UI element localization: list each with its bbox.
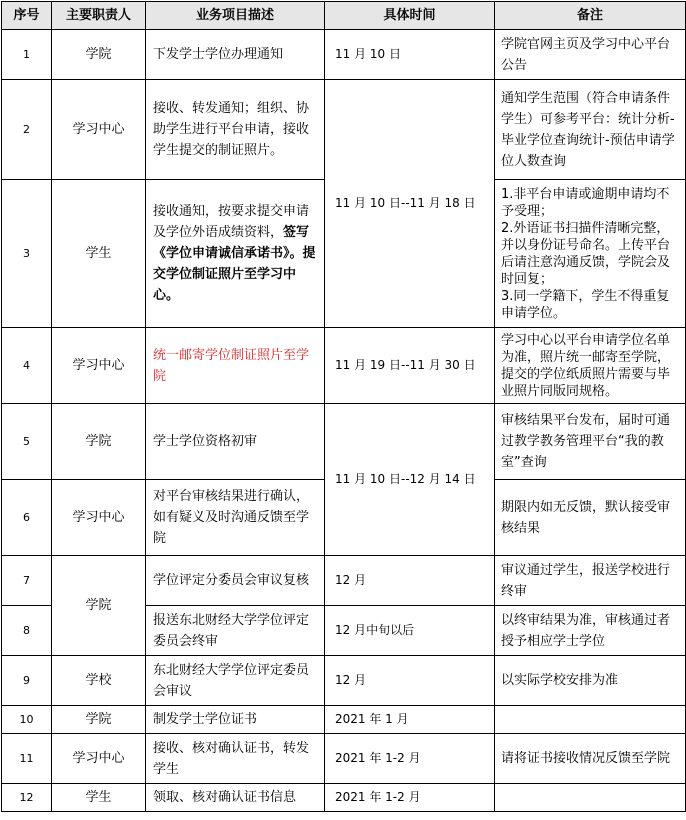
- row-owner: 学习中心: [52, 80, 146, 180]
- row-seq: 10: [2, 706, 52, 734]
- note-line: 3.同一学籍下，学生不得重复申请学位。: [501, 288, 670, 321]
- row-owner: 学生: [52, 784, 146, 812]
- row-owner: 学院: [52, 30, 146, 80]
- table-row: [2, 784, 686, 812]
- row-time: 12 月: [325, 556, 495, 606]
- schedule-table: [1, 1, 686, 812]
- row-seq: 7: [2, 556, 52, 606]
- row-seq: 3: [2, 180, 52, 328]
- row-owner: 学院: [52, 706, 146, 734]
- row-owner: 学习中心: [52, 328, 146, 404]
- row-seq: 1: [2, 30, 52, 80]
- header-row: [2, 2, 686, 30]
- row-time: 2021 年 1-2 月: [325, 734, 495, 784]
- table-row: [2, 556, 686, 606]
- row-note: 学习中心以平台申请学位名单为准，照片统一邮寄至学院，提交的学位纸质照片需要与毕业照片同版同规格。: [495, 328, 686, 404]
- header-time: 具体时间: [325, 2, 495, 30]
- row-time: 2021 年 1-2 月: [325, 784, 495, 812]
- row-desc: [146, 180, 325, 328]
- table-row: [2, 80, 686, 180]
- row-seq: 12: [2, 784, 52, 812]
- row-time: 12 月中旬以后: [325, 606, 495, 656]
- row-time: 11 月 19 日--11 月 30 日: [325, 328, 495, 404]
- row-seq: 4: [2, 328, 52, 404]
- row-owner: 学习中心: [52, 480, 146, 556]
- row-note: 以实际学校安排为准: [495, 656, 686, 706]
- row-desc: 东北财经大学学位评定委员会审议: [146, 656, 325, 706]
- row-desc: 学士学位资格初审: [146, 404, 325, 480]
- header-seq: 序号: [2, 2, 52, 30]
- row-note: 请将证书接收情况反馈至学院: [495, 734, 686, 784]
- row-seq: 6: [2, 480, 52, 556]
- row-desc: 学位评定分委员会审议复核: [146, 556, 325, 606]
- desc-bold-text: 签写《学位申请诚信承诺书》。提交学位制证照片至学习中心。: [153, 225, 316, 303]
- table-row: [2, 734, 686, 784]
- header-desc: 业务项目描述: [146, 2, 325, 30]
- row-time-merged: 11 月 10 日--12 月 14 日: [325, 404, 495, 556]
- row-desc: 统一邮寄学位制证照片至学院: [146, 328, 325, 404]
- row-note: [495, 706, 686, 734]
- row-time: 11 月 10 日: [325, 30, 495, 80]
- row-seq: 2: [2, 80, 52, 180]
- header-owner: 主要职责人: [52, 2, 146, 30]
- row-seq: 8: [2, 606, 52, 656]
- row-note: 通知学生范围（符合申请条件学生）可参考平台：统计分析-毕业学位查询统计-预估申请学位人数查询: [495, 80, 686, 180]
- row-note: [495, 180, 686, 328]
- table-row: [2, 656, 686, 706]
- row-desc: 接收、转发通知；组织、协助学生进行平台申请，接收学生提交的制证照片。: [146, 80, 325, 180]
- row-owner: 学生: [52, 180, 146, 328]
- row-time: 2021 年 1 月: [325, 706, 495, 734]
- table-row: [2, 404, 686, 480]
- row-time-merged: 11 月 10 日--11 月 18 日: [325, 80, 495, 328]
- row-desc: 报送东北财经大学学位评定委员会终审: [146, 606, 325, 656]
- row-owner: 学院: [52, 404, 146, 480]
- table-row: [2, 328, 686, 404]
- note-line: 2.外语证书扫描件清晰完整，并以身份证号命名。上传平台后请注意沟通反馈，学院会及时回复；: [501, 220, 671, 287]
- row-desc: 制发学士学位证书: [146, 706, 325, 734]
- row-seq: 11: [2, 734, 52, 784]
- table-row: [2, 30, 686, 80]
- row-desc: 下发学士学位办理通知: [146, 30, 325, 80]
- row-desc: 领取、核对确认证书信息: [146, 784, 325, 812]
- row-note: [495, 784, 686, 812]
- row-desc: 接收、核对确认证书，转发学生: [146, 734, 325, 784]
- row-note: 期限内如无反馈，默认接受审核结果: [495, 480, 686, 556]
- table-row: [2, 706, 686, 734]
- row-time: 12 月: [325, 656, 495, 706]
- header-note: 备注: [495, 2, 686, 30]
- desc-normal-text: 接收通知，按要求提交申请及学位外语成绩资料，: [153, 204, 310, 240]
- row-seq: 9: [2, 656, 52, 706]
- row-note: 学院官网主页及学习中心平台公告: [495, 30, 686, 80]
- row-note: 以终审结果为准，审核通过者授予相应学士学位: [495, 606, 686, 656]
- row-owner: 学习中心: [52, 734, 146, 784]
- row-seq: 5: [2, 404, 52, 480]
- row-owner: 学校: [52, 656, 146, 706]
- row-note: 审议通过学生，报送学校进行终审: [495, 556, 686, 606]
- note-line: 1.非平台申请或逾期申请均不予受理；: [501, 186, 670, 219]
- row-desc: 对平台审核结果进行确认，如有疑义及时沟通反馈至学院: [146, 480, 325, 556]
- row-note: 审核结果平台发布，届时可通过教学教务管理平台“我的教室”查询: [495, 404, 686, 480]
- row-owner-merged: 学院: [52, 556, 146, 656]
